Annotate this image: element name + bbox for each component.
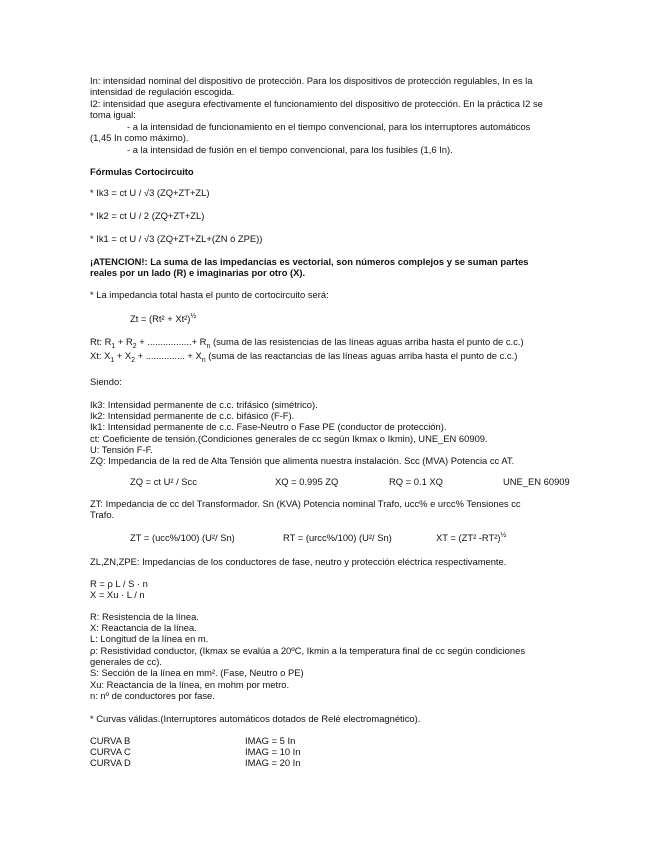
siendo-ik2: Ik2: Intensidad permanente de c.c. bifásico (F-F). — [90, 410, 295, 421]
i2-definition-line2: toma igual: — [90, 109, 136, 120]
xt-trafo-formula — [436, 532, 506, 543]
in-definition-line1: In: intensidad nominal del dispositivo de protección. Para los dispositivos de protección regulables, In es la — [90, 75, 533, 86]
xt-sub1: 1 — [110, 356, 115, 364]
xt-prefix: Xt: X — [90, 350, 111, 361]
une-reference: UNE_EN 60909 — [503, 476, 570, 487]
zt-definition-line2: Trafo. — [90, 509, 115, 520]
rt-dots: + .................+ R — [136, 336, 207, 347]
zt-trafo-formula: ZT = (ucc%/100) (U²/ Sn) — [130, 532, 235, 543]
curva-name: CURVA B — [90, 735, 131, 746]
xt-dots: + ............... + X — [135, 350, 202, 361]
formulas-heading: Fórmulas Cortocircuito — [90, 166, 194, 177]
atencion-line2: reales por un lado (R) e imaginarias por otro (X). — [90, 267, 306, 278]
zt-formula-exponent: ½ — [190, 312, 197, 320]
zt-formula-base: Zt = (Rt² + Xt²) — [130, 313, 191, 324]
zq-formula: ZQ = ct U² / Scc — [130, 476, 197, 487]
legend-rho-line1: ρ: Resistividad conductor, (Ikmax se evalúa a 20ºC, Ikmin a la temperatura final de cc según condiciones — [90, 645, 526, 656]
formula-ik3: * Ik3 = ct U / √3 (ZQ+ZT+ZL) — [90, 187, 210, 198]
rt-sub2: 2 — [132, 342, 137, 350]
xt-line — [90, 350, 518, 364]
rt-description: (suma de las resistencias de las líneas aguas arriba hasta el punto de c.c.) — [210, 336, 524, 347]
impedance-intro: * La impedancia total hasta el punto de cortocircuito será: — [90, 289, 329, 300]
siendo-ct: ct: Coeficiente de tensión.(Condiciones generales de cc según Ikmax o Ikmin), UNE_EN 60909. — [90, 433, 488, 444]
legend-x: X: Reactancia de la línea. — [90, 622, 197, 633]
rt-line — [90, 336, 524, 350]
zl-x-formula: X = Xu · L / n — [90, 589, 145, 600]
rt-trafo-formula: RT = (urcc%/100) (U²/ Sn) — [283, 532, 392, 543]
curva-row — [90, 746, 131, 757]
rt-prefix: Rt: R — [90, 336, 112, 347]
siendo-label: Siendo: — [90, 376, 122, 387]
i2-bullet2: - a la intensidad de fusión en el tiempo convencional, para los fusibles (1,6 In). — [127, 144, 453, 155]
formula-ik1: * Ik1 = ct U / √3 (ZQ+ZT+ZL+(ZN ó ZPE)) — [90, 233, 263, 244]
legend-n: n: nº de conductores por fase. — [90, 690, 215, 701]
legend-r: R: Resistencia de la línea. — [90, 611, 199, 622]
zt-definition-line1: ZT: Impedancia de cc del Transformador. Sn (KVA) Potencia nominal Trafo, ucc% e urcc% Tensiones cc — [90, 498, 521, 509]
xt-subn: n — [201, 356, 206, 364]
siendo-u: U: Tensión F-F. — [90, 444, 153, 455]
curva-row — [90, 757, 131, 768]
legend-xu: Xu: Reactancia de la línea, en mohm por metro. — [90, 679, 290, 690]
zl-r-formula: R = ρ L / S · n — [90, 578, 148, 589]
siendo-zq: ZQ: Impedancia de la red de Alta Tensión que alimenta nuestra instalación. Scc (MVA) Potencia cc AT. — [90, 455, 515, 466]
siendo-ik3: Ik3: Intensidad permanente de c.c. trifásico (simétrico). — [90, 399, 318, 410]
atencion-line1: ¡ATENCION!: La suma de las impedancias es vectorial, son números complejos y se suman partes — [90, 256, 529, 267]
rt-plus1: + R — [115, 336, 133, 347]
xt-plus1: + X — [114, 350, 132, 361]
xt-trafo-base: XT = (ZT² -RT²) — [436, 532, 501, 543]
i2-bullet1-line1: - a la intensidad de funcionamiento en el tiempo convencional, para los interruptores automáticos — [127, 121, 531, 132]
rt-subn: n — [206, 342, 211, 350]
xq-formula: XQ = 0.995 ZQ — [275, 476, 339, 487]
i2-definition-line1: I2: intensidad que asegura efectivamente el funcionamiento del dispositivo de protección. En la práctica I2 se — [90, 98, 543, 109]
curva-name: CURVA D — [90, 757, 131, 768]
formula-ik2: * Ik2 = ct U / 2 (ZQ+ZT+ZL) — [90, 210, 205, 221]
xt-trafo-exponent: ½ — [500, 531, 507, 539]
curva-imag: IMAG = 5 In — [245, 735, 296, 746]
zl-description: ZL,ZN,ZPE: Impedancias de los conductores de fase, neutro y protección eléctrica respectivamente. — [90, 556, 507, 567]
siendo-ik1: Ik1: Intensidad permanente de c.c. Fase-Neutro o Fase PE (conductor de protección). — [90, 421, 447, 432]
xt-sub2: 2 — [131, 356, 136, 364]
curva-row — [90, 735, 130, 746]
zt-formula — [130, 313, 196, 324]
curva-imag: IMAG = 10 In — [245, 746, 301, 757]
curva-name: CURVA C — [90, 746, 131, 757]
legend-s: S: Sección de la línea en mm². (Fase, Neutro o PE) — [90, 667, 304, 678]
legend-l: L: Longitud de la línea en m. — [90, 633, 209, 644]
curvas-intro: * Curvas válidas.(Interruptores automáticos dotados de Relé electromagnético). — [90, 713, 421, 724]
curva-imag: IMAG = 20 In — [245, 757, 301, 768]
i2-bullet1-line2: (1,45 In como máximo). — [90, 132, 189, 143]
rt-sub1: 1 — [111, 342, 116, 350]
in-definition-line2: intensidad de regulación escogida. — [90, 86, 235, 97]
xt-description: (suma de las reactancias de las líneas aguas arriba hasta el punto de c.c.) — [205, 350, 518, 361]
rq-formula: RQ = 0.1 XQ — [389, 476, 443, 487]
legend-rho-line2: generales de cc). — [90, 656, 162, 667]
